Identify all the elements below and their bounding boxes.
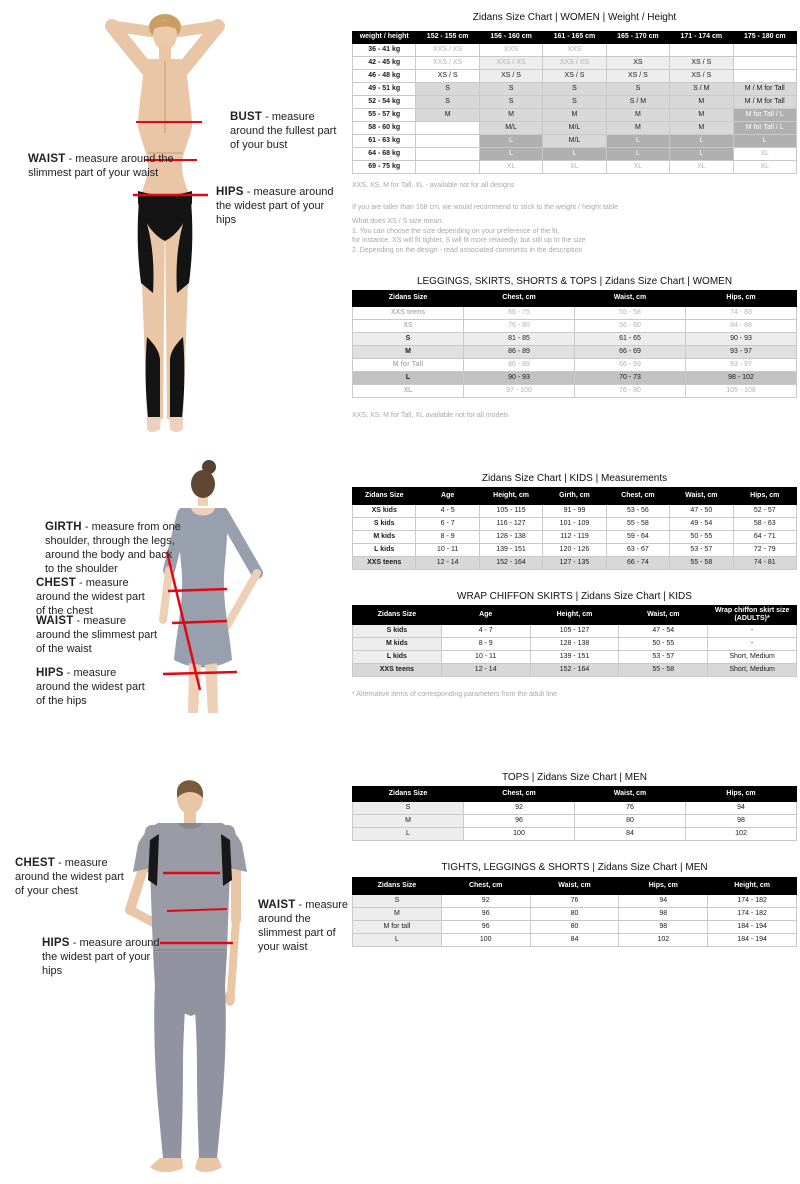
table-row (353, 57, 797, 70)
table-cell: XS / S (606, 70, 669, 83)
row-label: M (353, 346, 464, 359)
row-label: M for Tall (353, 359, 464, 372)
table-cell: 112 - 119 (543, 531, 606, 544)
table-cell: 76 (530, 895, 619, 908)
weight-note-block: What does XS / S size mean: 1. You can choose the size depending on your preference of the fit, for instance, XS will fit tighter, S will fit more relaxedly, but still up to the size 2. Depending on the design - read associated comments in the description (352, 218, 586, 254)
row-label: 52 - 54 kg (353, 96, 416, 109)
table-cell: 76 - 80 (575, 385, 686, 398)
table-row (353, 359, 797, 372)
table-cell: 93 - 97 (686, 346, 797, 359)
men-tights-table (352, 877, 797, 947)
table-cell: 47 - 50 (670, 505, 733, 518)
table-cell: XL (606, 161, 669, 174)
table-row (353, 505, 797, 518)
table-row (353, 109, 797, 122)
table-cell: 128 - 138 (530, 638, 619, 651)
table-title-wrap: WRAP CHIFFON SKIRTS | Zidans Size Chart | KIDS (457, 591, 692, 602)
men-tops-table (352, 786, 797, 841)
table-cell: 10 - 11 (441, 651, 530, 664)
row-label: M kids (353, 638, 442, 651)
hips-measure-line (163, 672, 237, 674)
table-row (353, 148, 797, 161)
column-header: Chest, cm (441, 878, 530, 895)
table-cell: 184 - 194 (708, 934, 797, 947)
table-cell: 139 - 151 (530, 651, 619, 664)
table-cell: 174 - 182 (708, 895, 797, 908)
table-cell: 53 - 56 (606, 505, 669, 518)
column-header: Hips, cm (733, 488, 796, 505)
table-row (353, 161, 797, 174)
row-label: S kids (353, 625, 442, 638)
table-row (353, 815, 797, 828)
table-cell: 76 (575, 802, 686, 815)
table-row (353, 895, 797, 908)
table-cell: 53 - 57 (670, 544, 733, 557)
column-header: Zidans Size (353, 291, 464, 307)
table-cell: 92 (441, 895, 530, 908)
table-row (353, 638, 797, 651)
header-row (353, 291, 797, 307)
row-label: M (353, 815, 464, 828)
table-row (353, 307, 797, 320)
women-note: XXS, XS, M for Tall, XL available not for all models (352, 412, 509, 419)
column-header: Waist, cm (575, 291, 686, 307)
header-row (353, 32, 797, 44)
table-cell (416, 161, 479, 174)
table-row (353, 625, 797, 638)
table-row (353, 531, 797, 544)
table-cell (670, 44, 733, 57)
table-row (353, 651, 797, 664)
table-cell: 58 - 63 (733, 518, 796, 531)
kids-wrap-skirts-table (352, 605, 797, 677)
table-cell: 55 - 58 (670, 557, 733, 570)
column-header: Chest, cm (464, 291, 575, 307)
table-cell: 102 (619, 934, 708, 947)
table-cell: 8 - 9 (441, 638, 530, 651)
bust-annotation: BUST - measure around the fullest part of your bust (230, 111, 337, 151)
table-cell: 100 (441, 934, 530, 947)
table-cell: 70 - 73 (575, 372, 686, 385)
table-cell: 66 - 75 (464, 307, 575, 320)
table-cell: 94 (619, 895, 708, 908)
table-cell: 55 - 58 (619, 664, 708, 677)
table-row (353, 921, 797, 934)
table-cell: M (670, 109, 733, 122)
table-cell: 105 - 115 (479, 505, 542, 518)
table-cell: 152 - 164 (530, 664, 619, 677)
chest-annotation-kids: CHEST - measure around the widest part of the chest (36, 577, 145, 617)
table-cell: 96 (441, 921, 530, 934)
table-row (353, 83, 797, 96)
table-cell (733, 57, 796, 70)
table-cell: 49 - 54 (670, 518, 733, 531)
table-cell: 98 (619, 921, 708, 934)
table-cell: M / M for Tall (733, 83, 796, 96)
table-cell: S (416, 96, 479, 109)
column-header: Chest, cm (606, 488, 669, 505)
table-cell: 4 - 5 (416, 505, 479, 518)
table-title-women: LEGGINGS, SKIRTS, SHORTS & TOPS | Zidans Size Chart | WOMEN (416, 276, 733, 287)
table-cell: S (479, 96, 542, 109)
table-row (353, 135, 797, 148)
row-label: XS kids (353, 505, 416, 518)
table-cell: XXS / XS (416, 57, 479, 70)
table-row (353, 828, 797, 841)
table-cell: M/L (543, 122, 606, 135)
table-cell: 12 - 14 (416, 557, 479, 570)
table-cell: 98 (686, 815, 797, 828)
table-cell: L (670, 135, 733, 148)
column-header: Waist, cm (575, 787, 686, 802)
table-cell: 55 - 58 (575, 307, 686, 320)
table-cell: 120 - 126 (543, 544, 606, 557)
table-cell: XS / S (670, 70, 733, 83)
row-label: 46 - 48 kg (353, 70, 416, 83)
table-cell: 105 - 127 (530, 625, 619, 638)
table-cell: 94 (686, 802, 797, 815)
column-header: Girth, cm (543, 488, 606, 505)
row-label: XXS teens (353, 664, 442, 677)
column-header: 165 - 170 cm (606, 32, 669, 44)
table-cell: XXS (479, 44, 542, 57)
table-cell: S (543, 96, 606, 109)
weight-note-2: If you are taller than 168 cm, we would recommend to stick to the weight / height table (352, 204, 619, 211)
table-row (353, 802, 797, 815)
row-label: XXS teens (353, 307, 464, 320)
table-cell: XL (479, 161, 542, 174)
table-cell: XXS (543, 44, 606, 57)
row-label: S (353, 895, 442, 908)
table-title-men-tights: TIGHTS, LEGGINGS & SHORTS | Zidans Size Chart | MEN (441, 862, 708, 873)
table-cell: 12 - 14 (441, 664, 530, 677)
waist-annotation-kids: WAIST - measure around the slimmest part of the waist (36, 615, 158, 655)
row-label: 42 - 45 kg (353, 57, 416, 70)
table-row (353, 372, 797, 385)
row-label: 36 - 41 kg (353, 44, 416, 57)
table-cell: 96 (464, 815, 575, 828)
table-row (353, 333, 797, 346)
table-cell: 61 - 65 (575, 333, 686, 346)
row-label: 64 - 68 kg (353, 148, 416, 161)
table-cell: M (670, 96, 733, 109)
table-cell: 59 - 64 (606, 531, 669, 544)
table-cell: 50 - 55 (670, 531, 733, 544)
hips-annotation-kids: HIPS - measure around the widest part of the hips (36, 667, 145, 707)
column-header: Height, cm (530, 606, 619, 625)
girth-annotation: GIRTH - measure from one shoulder, through the legs, around the body and back to the shoulder (45, 521, 181, 575)
table-row (353, 557, 797, 570)
table-title-weight: Zidans Size Chart | WOMEN | Weight / Height (472, 12, 677, 23)
table-cell: S / M (606, 96, 669, 109)
column-header: 171 - 174 cm (670, 32, 733, 44)
column-header: weight / height (353, 32, 416, 44)
table-row (353, 346, 797, 359)
table-cell: L (543, 148, 606, 161)
row-label: M (353, 908, 442, 921)
women-weight-height-table (352, 31, 797, 174)
row-label: XS (353, 320, 464, 333)
table-cell: XL (543, 161, 606, 174)
table-row (353, 664, 797, 677)
row-label: 49 - 51 kg (353, 83, 416, 96)
table-row (353, 122, 797, 135)
pointe-shoe (147, 417, 161, 432)
table-cell: M for Tall / L (733, 109, 796, 122)
kids-measurements-table (352, 487, 797, 570)
table-cell: 139 - 151 (479, 544, 542, 557)
table-title-men-tops: TOPS | Zidans Size Chart | MEN (501, 772, 648, 783)
table-title-kids: Zidans Size Chart | KIDS | Measurements (481, 473, 668, 484)
table-cell: 97 - 100 (464, 385, 575, 398)
table-row (353, 908, 797, 921)
row-label: 55 - 57 kg (353, 109, 416, 122)
table-cell: 80 (530, 921, 619, 934)
bust-term: BUST (230, 111, 263, 123)
column-header: Zidans Size (353, 606, 442, 625)
table-cell: 74 - 83 (686, 307, 797, 320)
table-cell: M (670, 122, 733, 135)
table-cell: 86 - 89 (464, 359, 575, 372)
row-label: L (353, 372, 464, 385)
table-cell: - (708, 625, 797, 638)
table-cell: XS / S (543, 70, 606, 83)
column-header: Wrap chiffon skirt size (ADULTS)* (708, 606, 797, 625)
table-cell: 64 - 71 (733, 531, 796, 544)
table-cell: 66 - 74 (606, 557, 669, 570)
column-header: 161 - 165 cm (543, 32, 606, 44)
table-cell: 100 (464, 828, 575, 841)
weight-note-1: XXS, XS, M for Tall, XL - available not for all designs (352, 182, 515, 189)
row-label: XXS teens (353, 557, 416, 570)
table-cell: M/L (543, 135, 606, 148)
hips-annotation-women: HIPS - measure around the widest part of your hips (216, 186, 334, 226)
column-header: Age (416, 488, 479, 505)
table-cell: S (543, 83, 606, 96)
table-cell: 8 - 9 (416, 531, 479, 544)
row-label: M kids (353, 531, 416, 544)
table-cell: XL (733, 161, 796, 174)
row-label: S kids (353, 518, 416, 531)
table-row (353, 320, 797, 333)
row-label: L (353, 828, 464, 841)
table-cell: L (670, 148, 733, 161)
table-cell: XL (733, 148, 796, 161)
column-header: Waist, cm (619, 606, 708, 625)
table-cell: 174 - 182 (708, 908, 797, 921)
row-label: XL (353, 385, 464, 398)
table-cell: 116 - 127 (479, 518, 542, 531)
table-cell: S (479, 83, 542, 96)
table-cell: 128 - 138 (479, 531, 542, 544)
table-cell: M (543, 109, 606, 122)
table-cell: Short, Medium (708, 664, 797, 677)
table-cell: 76 - 80 (464, 320, 575, 333)
column-header: Hips, cm (686, 291, 797, 307)
row-label: 69 - 75 kg (353, 161, 416, 174)
table-cell: 80 (575, 815, 686, 828)
table-cell: 101 - 109 (543, 518, 606, 531)
table-cell: 127 - 135 (543, 557, 606, 570)
table-cell: 72 - 79 (733, 544, 796, 557)
table-cell: 92 (464, 802, 575, 815)
hips-annotation-men: HIPS - measure around the widest part of your hips (42, 937, 160, 977)
table-cell: S (606, 83, 669, 96)
table-cell: M (416, 109, 479, 122)
column-header: Zidans Size (353, 878, 442, 895)
table-cell: M (479, 109, 542, 122)
table-row (353, 544, 797, 557)
table-cell: 105 - 108 (686, 385, 797, 398)
chest-annotation-men: CHEST - measure around the widest part of your chest (15, 857, 124, 897)
table-cell: 74 - 81 (733, 557, 796, 570)
table-cell: 84 (575, 828, 686, 841)
table-row (353, 70, 797, 83)
column-header: Height, cm (708, 878, 797, 895)
table-cell: 56 - 60 (575, 320, 686, 333)
table-cell: 80 (530, 908, 619, 921)
table-cell: 90 - 93 (464, 372, 575, 385)
table-cell: 63 - 67 (606, 544, 669, 557)
table-cell: S (416, 83, 479, 96)
column-header: Zidans Size (353, 488, 416, 505)
table-cell: 10 - 11 (416, 544, 479, 557)
row-label: L (353, 934, 442, 947)
wrap-note: * Alternative items of corresponding parameters from the adult line (352, 691, 558, 698)
table-cell: XXS / XS (416, 44, 479, 57)
table-cell (416, 148, 479, 161)
table-cell: 47 - 54 (619, 625, 708, 638)
table-cell: 81 - 85 (464, 333, 575, 346)
row-label: M for tall (353, 921, 442, 934)
header-row (353, 606, 797, 625)
column-header: Waist, cm (670, 488, 733, 505)
table-cell: L (479, 148, 542, 161)
column-header: Height, cm (479, 488, 542, 505)
table-cell: L (606, 135, 669, 148)
table-cell: 152 - 164 (479, 557, 542, 570)
table-cell: 4 - 7 (441, 625, 530, 638)
table-cell: 98 - 102 (686, 372, 797, 385)
waist-annotation-women: WAIST - measure around the slimmest part of your waist (28, 153, 174, 179)
header-row (353, 488, 797, 505)
column-header: 156 - 160 cm (479, 32, 542, 44)
table-cell: L (479, 135, 542, 148)
women-garments-table (352, 290, 797, 398)
column-header: 175 - 180 cm (733, 32, 796, 44)
table-cell (416, 135, 479, 148)
header-row (353, 878, 797, 895)
table-cell: 96 (441, 908, 530, 921)
table-row (353, 44, 797, 57)
table-cell: M (606, 122, 669, 135)
row-label: 61 - 63 kg (353, 135, 416, 148)
row-label: S (353, 333, 464, 346)
table-cell: XXS / XS (479, 57, 542, 70)
table-row (353, 934, 797, 947)
table-cell (733, 70, 796, 83)
row-label: L kids (353, 651, 442, 664)
table-cell: XS (606, 57, 669, 70)
table-cell: 86 - 89 (464, 346, 575, 359)
column-header: Waist, cm (530, 878, 619, 895)
table-row (353, 96, 797, 109)
table-cell: 93 - 97 (686, 359, 797, 372)
column-header: Hips, cm (686, 787, 797, 802)
row-label: 58 - 60 kg (353, 122, 416, 135)
table-cell: Short, Medium (708, 651, 797, 664)
table-cell: L (606, 148, 669, 161)
table-cell: 91 - 99 (543, 505, 606, 518)
table-cell: XS / S (670, 57, 733, 70)
table-cell: M (606, 109, 669, 122)
table-cell: 50 - 55 (619, 638, 708, 651)
table-cell: 6 - 7 (416, 518, 479, 531)
table-cell: 66 - 69 (575, 346, 686, 359)
table-cell: 84 - 88 (686, 320, 797, 333)
row-label: S (353, 802, 464, 815)
table-cell: XXS / XS (543, 57, 606, 70)
table-cell: 184 - 194 (708, 921, 797, 934)
table-cell: 55 - 58 (606, 518, 669, 531)
table-cell (733, 44, 796, 57)
table-cell: M for Tall / L (733, 122, 796, 135)
table-row (353, 518, 797, 531)
column-header: Chest, cm (464, 787, 575, 802)
table-cell: 84 (530, 934, 619, 947)
column-header: 152 - 155 cm (416, 32, 479, 44)
table-cell: 53 - 57 (619, 651, 708, 664)
waist-annotation-men: WAIST - measure around the slimmest part of your waist (258, 899, 349, 953)
table-cell: S / M (670, 83, 733, 96)
table-cell: 102 (686, 828, 797, 841)
table-cell: L (733, 135, 796, 148)
table-cell (416, 122, 479, 135)
table-cell: 52 - 57 (733, 505, 796, 518)
header-row (353, 787, 797, 802)
pointe-shoe (169, 417, 183, 432)
table-cell: XL (670, 161, 733, 174)
table-cell: M/L (479, 122, 542, 135)
column-header: Hips, cm (619, 878, 708, 895)
kid-head (191, 470, 215, 498)
table-cell: 90 - 93 (686, 333, 797, 346)
table-cell: M / M for Tall (733, 96, 796, 109)
table-cell: 98 (619, 908, 708, 921)
table-row (353, 385, 797, 398)
row-label: L kids (353, 544, 416, 557)
table-cell (606, 44, 669, 57)
table-cell: XS / S (416, 70, 479, 83)
column-header: Zidans Size (353, 787, 464, 802)
table-cell: XS / S (479, 70, 542, 83)
table-cell: - (708, 638, 797, 651)
table-cell: 66 - 69 (575, 359, 686, 372)
column-header: Age (441, 606, 530, 625)
